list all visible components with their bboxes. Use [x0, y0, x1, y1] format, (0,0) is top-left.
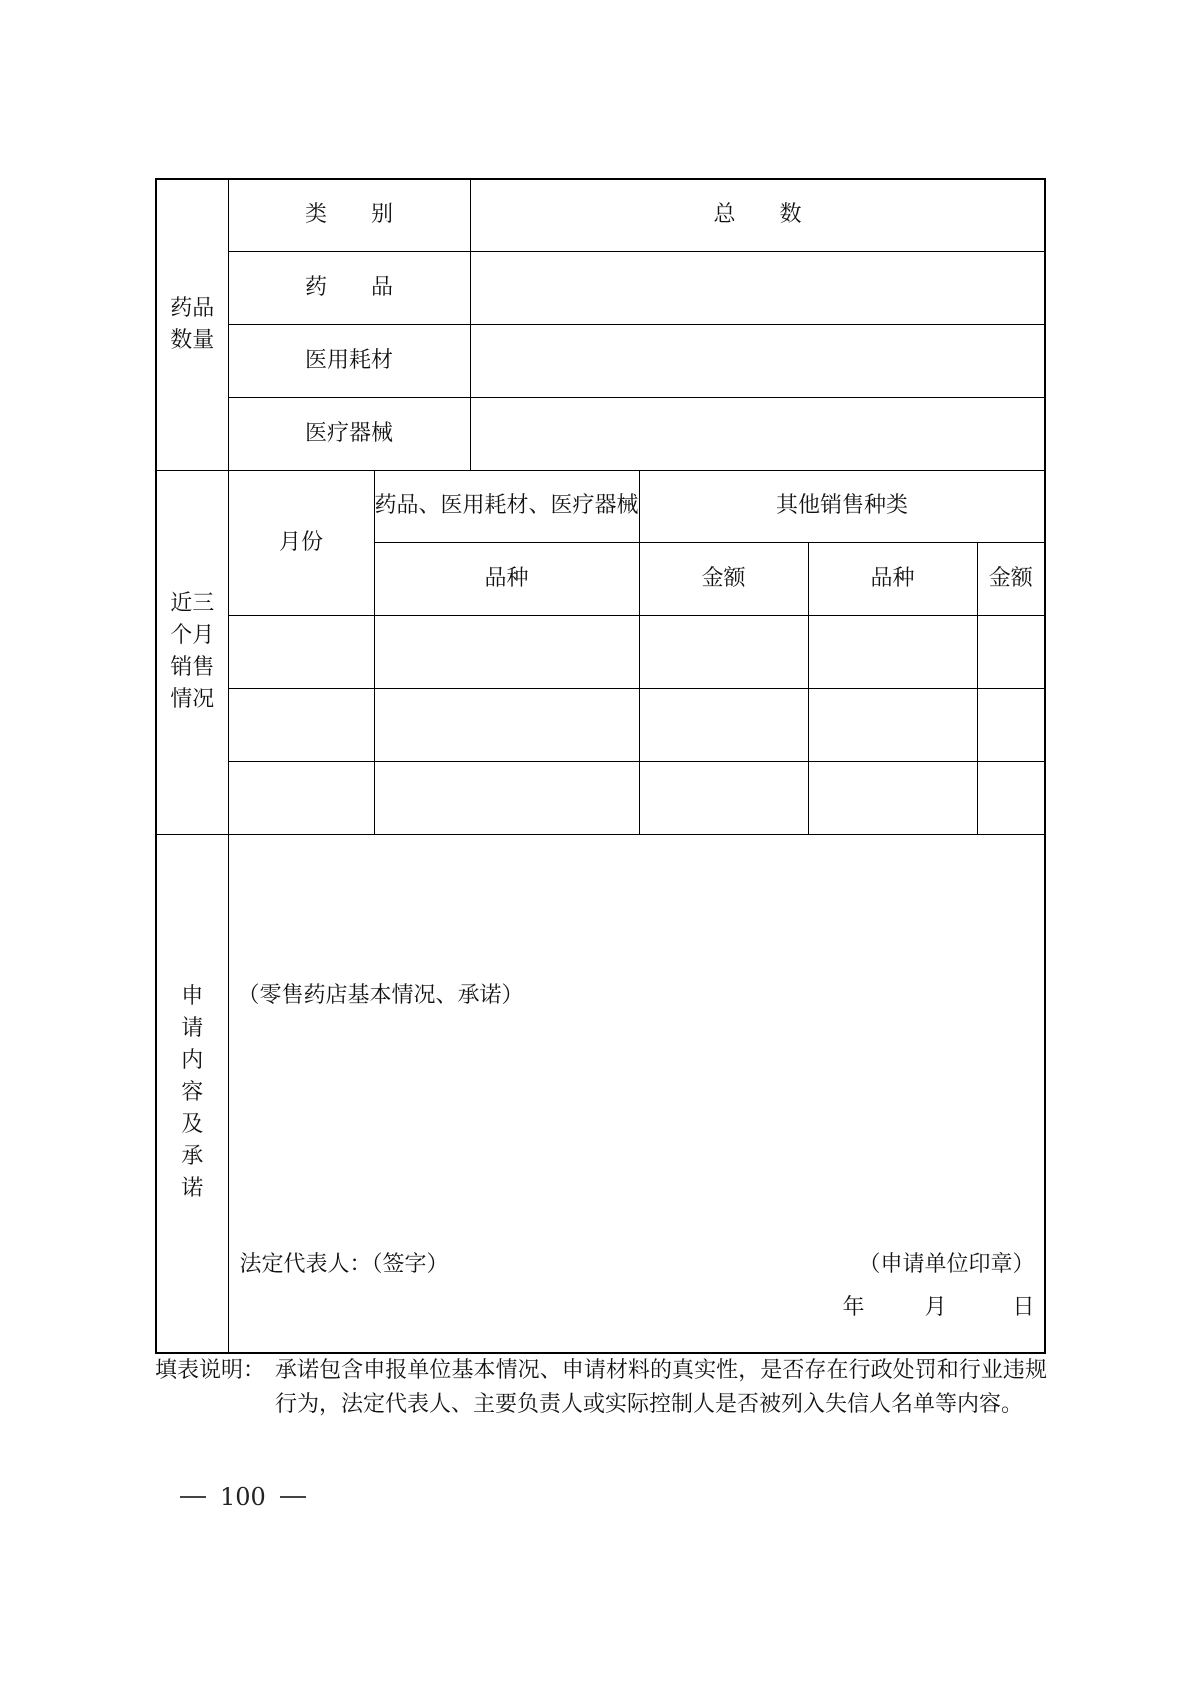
row-label-medical-devices: 医疗器械	[228, 397, 470, 470]
sales-other-variety-field[interactable]	[808, 761, 977, 834]
application-content-field[interactable]	[228, 834, 1045, 1353]
total-header: 总 数	[470, 179, 1045, 251]
application-label-char: 请	[181, 1016, 204, 1042]
applicant-seal: （申请单位印章）	[858, 1251, 1035, 1277]
group-other-header: 其他销售种类	[639, 470, 1045, 542]
sales-variety-field[interactable]	[374, 688, 639, 761]
application-label-char: 诺	[181, 1176, 204, 1202]
category-header: 类 别	[228, 179, 470, 251]
instructions-label: 填表说明：	[155, 1358, 266, 1383]
sales-month-field[interactable]	[228, 761, 374, 834]
total-field-medical-devices[interactable]	[470, 397, 1045, 470]
page-number	[180, 1483, 306, 1511]
sales-amount-field[interactable]	[639, 688, 808, 761]
application-label-char: 容	[181, 1080, 204, 1106]
sales-other-amount-field[interactable]	[977, 615, 1045, 688]
sales-month-field[interactable]	[228, 688, 374, 761]
drug-quantity-label-line-2: 数量	[170, 327, 215, 353]
sales-row	[156, 688, 1045, 761]
group-drugs-header: 药品、医用耗材、医疗器械	[374, 470, 639, 542]
application-label-char: 内	[181, 1048, 204, 1074]
row-label-medical-consumables: 医用耗材	[228, 324, 470, 397]
date-day: 日	[1012, 1294, 1035, 1320]
sub-header-amount-2: 金额	[977, 542, 1045, 615]
sales-row	[156, 615, 1045, 688]
sales-label-line-2: 个月	[170, 623, 215, 649]
drug-quantity-label-line-1: 药品	[170, 295, 215, 321]
sub-header-variety-1: 品种	[374, 542, 639, 615]
sales-other-amount-field[interactable]	[977, 761, 1045, 834]
sales-variety-field[interactable]	[374, 761, 639, 834]
instructions-text: 承诺包含申报单位基本情况、申请材料的真实性，是否存在行政处罚和行业违规行为，法定代表人、主要负责人或实际控制人是否被列入失信人名单等内容。	[275, 1358, 1047, 1417]
application-label-char: 承	[181, 1144, 204, 1170]
application-hint: （零售药店基本情况、承诺）	[237, 982, 524, 1008]
sales-amount-field[interactable]	[639, 615, 808, 688]
form-instructions	[155, 1354, 1047, 1422]
date-month: 月	[924, 1294, 947, 1320]
row-label-drugs: 药 品	[228, 251, 470, 324]
sales-label-line-1: 近三	[170, 591, 215, 617]
month-header: 月份	[228, 470, 374, 615]
sales-other-variety-field[interactable]	[808, 615, 977, 688]
sales-other-amount-field[interactable]	[977, 688, 1045, 761]
sales-amount-field[interactable]	[639, 761, 808, 834]
page-number-dash-right	[280, 1496, 306, 1497]
application-label-char: 及	[181, 1112, 204, 1138]
sales-month-field[interactable]	[228, 615, 374, 688]
application-form-table	[155, 178, 1046, 1354]
legal-representative-signature: 法定代表人：（签字）	[239, 1251, 449, 1277]
sales-variety-field[interactable]	[374, 615, 639, 688]
application-label-char: 申	[181, 984, 204, 1010]
sub-header-variety-2: 品种	[808, 542, 977, 615]
sales-label-line-3: 销售	[170, 655, 215, 680]
total-field-drugs[interactable]	[470, 251, 1045, 324]
sales-label	[156, 470, 228, 834]
signing-date	[842, 1292, 1034, 1324]
sub-header-amount-1: 金额	[639, 542, 808, 615]
date-year: 年	[842, 1294, 865, 1320]
application-label	[156, 834, 228, 1353]
total-field-medical-consumables[interactable]	[470, 324, 1045, 397]
sales-other-variety-field[interactable]	[808, 688, 977, 761]
drug-quantity-label	[156, 179, 228, 470]
page-number-value: 100	[220, 1483, 266, 1511]
page-number-dash-left	[180, 1496, 206, 1497]
sales-label-line-4: 情况	[170, 686, 215, 712]
sales-row	[156, 761, 1045, 834]
